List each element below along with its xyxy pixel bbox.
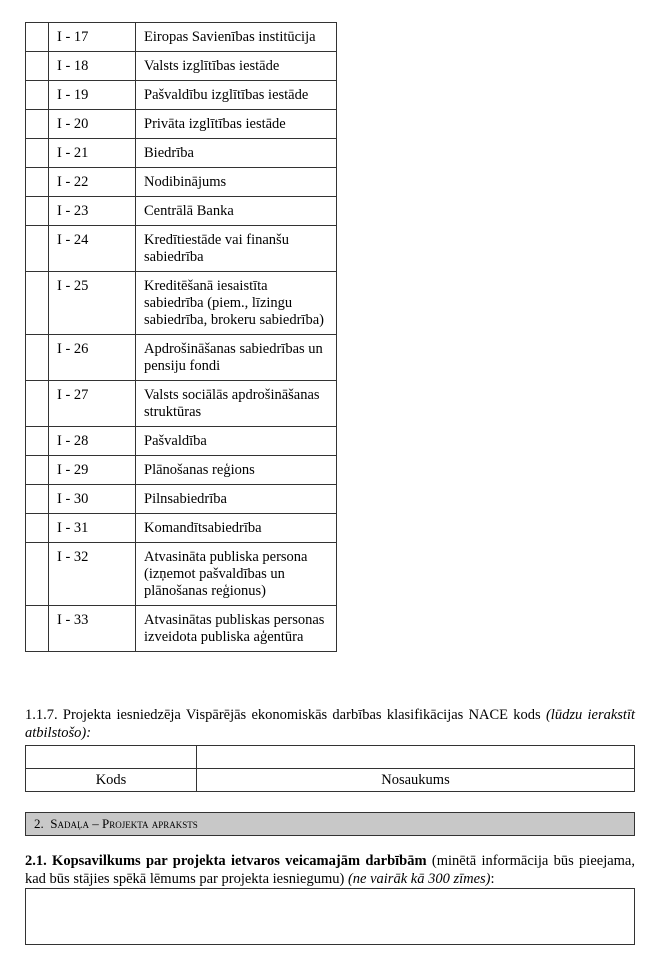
row-code: I - 17 bbox=[49, 23, 136, 52]
nace-instruction-text: 1.1.7. Projekta iesniedzēja Vispārējās ekonomiskās darbības klasifikācijas NACE kods bbox=[25, 707, 546, 723]
row-blank-cell bbox=[26, 335, 49, 381]
table-row bbox=[26, 427, 337, 456]
table-row bbox=[26, 81, 337, 110]
row-name: Pašvaldību izglītības iestāde bbox=[136, 81, 337, 110]
row-code: I - 29 bbox=[49, 456, 136, 485]
nace-name-cell[interactable] bbox=[197, 746, 635, 769]
row-code: I - 18 bbox=[49, 52, 136, 81]
row-blank-cell bbox=[26, 543, 49, 606]
row-blank-cell bbox=[26, 456, 49, 485]
row-blank-cell bbox=[26, 606, 49, 652]
nace-instruction-note: (lūdzu ierakstīt atbilstošo): bbox=[25, 707, 635, 741]
table-row bbox=[26, 543, 337, 606]
row-name: Nodibinājums bbox=[136, 168, 337, 197]
row-name: Biedrība bbox=[136, 139, 337, 168]
row-code: I - 22 bbox=[49, 168, 136, 197]
row-name: Kredītiestāde vai finanšu sabiedrība bbox=[136, 226, 337, 272]
row-name: Valsts izglītības iestāde bbox=[136, 52, 337, 81]
row-blank-cell bbox=[26, 81, 49, 110]
table-row bbox=[26, 197, 337, 226]
row-name: Pilnsabiedrība bbox=[136, 485, 337, 514]
row-name: Komandītsabiedrība bbox=[136, 514, 337, 543]
table-row bbox=[26, 168, 337, 197]
summary-text: (minētā informācija būs pieejama, kad būs stājies spēkā lēmums par projekta iesniegumu) bbox=[25, 853, 635, 887]
summary-instruction bbox=[25, 852, 635, 888]
institution-codes-table bbox=[25, 22, 337, 652]
row-code: I - 21 bbox=[49, 139, 136, 168]
section-number: 2. bbox=[34, 816, 44, 831]
table-row bbox=[26, 110, 337, 139]
section-2-header bbox=[25, 812, 635, 836]
row-blank-cell bbox=[26, 485, 49, 514]
row-blank-cell bbox=[26, 427, 49, 456]
row-blank-cell bbox=[26, 52, 49, 81]
row-code: I - 31 bbox=[49, 514, 136, 543]
table-row bbox=[26, 272, 337, 335]
table-row bbox=[26, 456, 337, 485]
row-name: Apdrošināšanas sabiedrības un pensiju fondi bbox=[136, 335, 337, 381]
row-blank-cell bbox=[26, 197, 49, 226]
row-blank-cell bbox=[26, 272, 49, 335]
table-row bbox=[26, 381, 337, 427]
table-row bbox=[26, 52, 337, 81]
row-code: I - 20 bbox=[49, 110, 136, 139]
row-code: I - 33 bbox=[49, 606, 136, 652]
summary-colon: : bbox=[490, 871, 495, 887]
row-blank-cell bbox=[26, 226, 49, 272]
table-row bbox=[26, 514, 337, 543]
row-name: Atvasināta publiska persona (izņemot pašvaldības un plānošanas reģionus) bbox=[136, 543, 337, 606]
section-title: Sadaļa – Projekta apraksts bbox=[50, 816, 198, 831]
nace-table bbox=[25, 745, 635, 792]
nace-col-code: Kods bbox=[26, 769, 197, 792]
row-blank-cell bbox=[26, 110, 49, 139]
row-code: I - 27 bbox=[49, 381, 136, 427]
row-blank-cell bbox=[26, 23, 49, 52]
row-code: I - 26 bbox=[49, 335, 136, 381]
row-blank-cell bbox=[26, 168, 49, 197]
row-name: Eiropas Savienības institūcija bbox=[136, 23, 337, 52]
table-row bbox=[26, 226, 337, 272]
nace-code-cell[interactable] bbox=[26, 746, 197, 769]
table-row bbox=[26, 335, 337, 381]
row-name: Valsts sociālās apdrošināšanas struktūras bbox=[136, 381, 337, 427]
row-code: I - 19 bbox=[49, 81, 136, 110]
nace-col-name: Nosaukums bbox=[197, 769, 635, 792]
row-name: Plānošanas reģions bbox=[136, 456, 337, 485]
row-blank-cell bbox=[26, 514, 49, 543]
summary-limit: (ne vairāk kā 300 zīmes) bbox=[347, 871, 491, 887]
nace-instruction bbox=[25, 706, 635, 742]
nace-empty-row bbox=[26, 746, 635, 769]
row-code: I - 24 bbox=[49, 226, 136, 272]
row-code: I - 32 bbox=[49, 543, 136, 606]
row-blank-cell bbox=[26, 381, 49, 427]
row-name: Atvasinātas publiskas personas izveidota publiska aģentūra bbox=[136, 606, 337, 652]
nace-header-row bbox=[26, 769, 635, 792]
summary-heading: 2.1. Kopsavilkums par projekta ietvaros veicamajām darbībām bbox=[25, 853, 427, 869]
row-code: I - 23 bbox=[49, 197, 136, 226]
table-row bbox=[26, 485, 337, 514]
row-code: I - 25 bbox=[49, 272, 136, 335]
table-row bbox=[26, 139, 337, 168]
row-code: I - 28 bbox=[49, 427, 136, 456]
table-row bbox=[26, 23, 337, 52]
row-name: Centrālā Banka bbox=[136, 197, 337, 226]
summary-input-box[interactable] bbox=[25, 888, 635, 945]
row-name: Pašvaldība bbox=[136, 427, 337, 456]
row-name: Kreditēšanā iesaistīta sabiedrība (piem., līzingu sabiedrība, brokeru sabiedrība) bbox=[136, 272, 337, 335]
row-blank-cell bbox=[26, 139, 49, 168]
row-code: I - 30 bbox=[49, 485, 136, 514]
table-row bbox=[26, 606, 337, 652]
row-name: Privāta izglītības iestāde bbox=[136, 110, 337, 139]
